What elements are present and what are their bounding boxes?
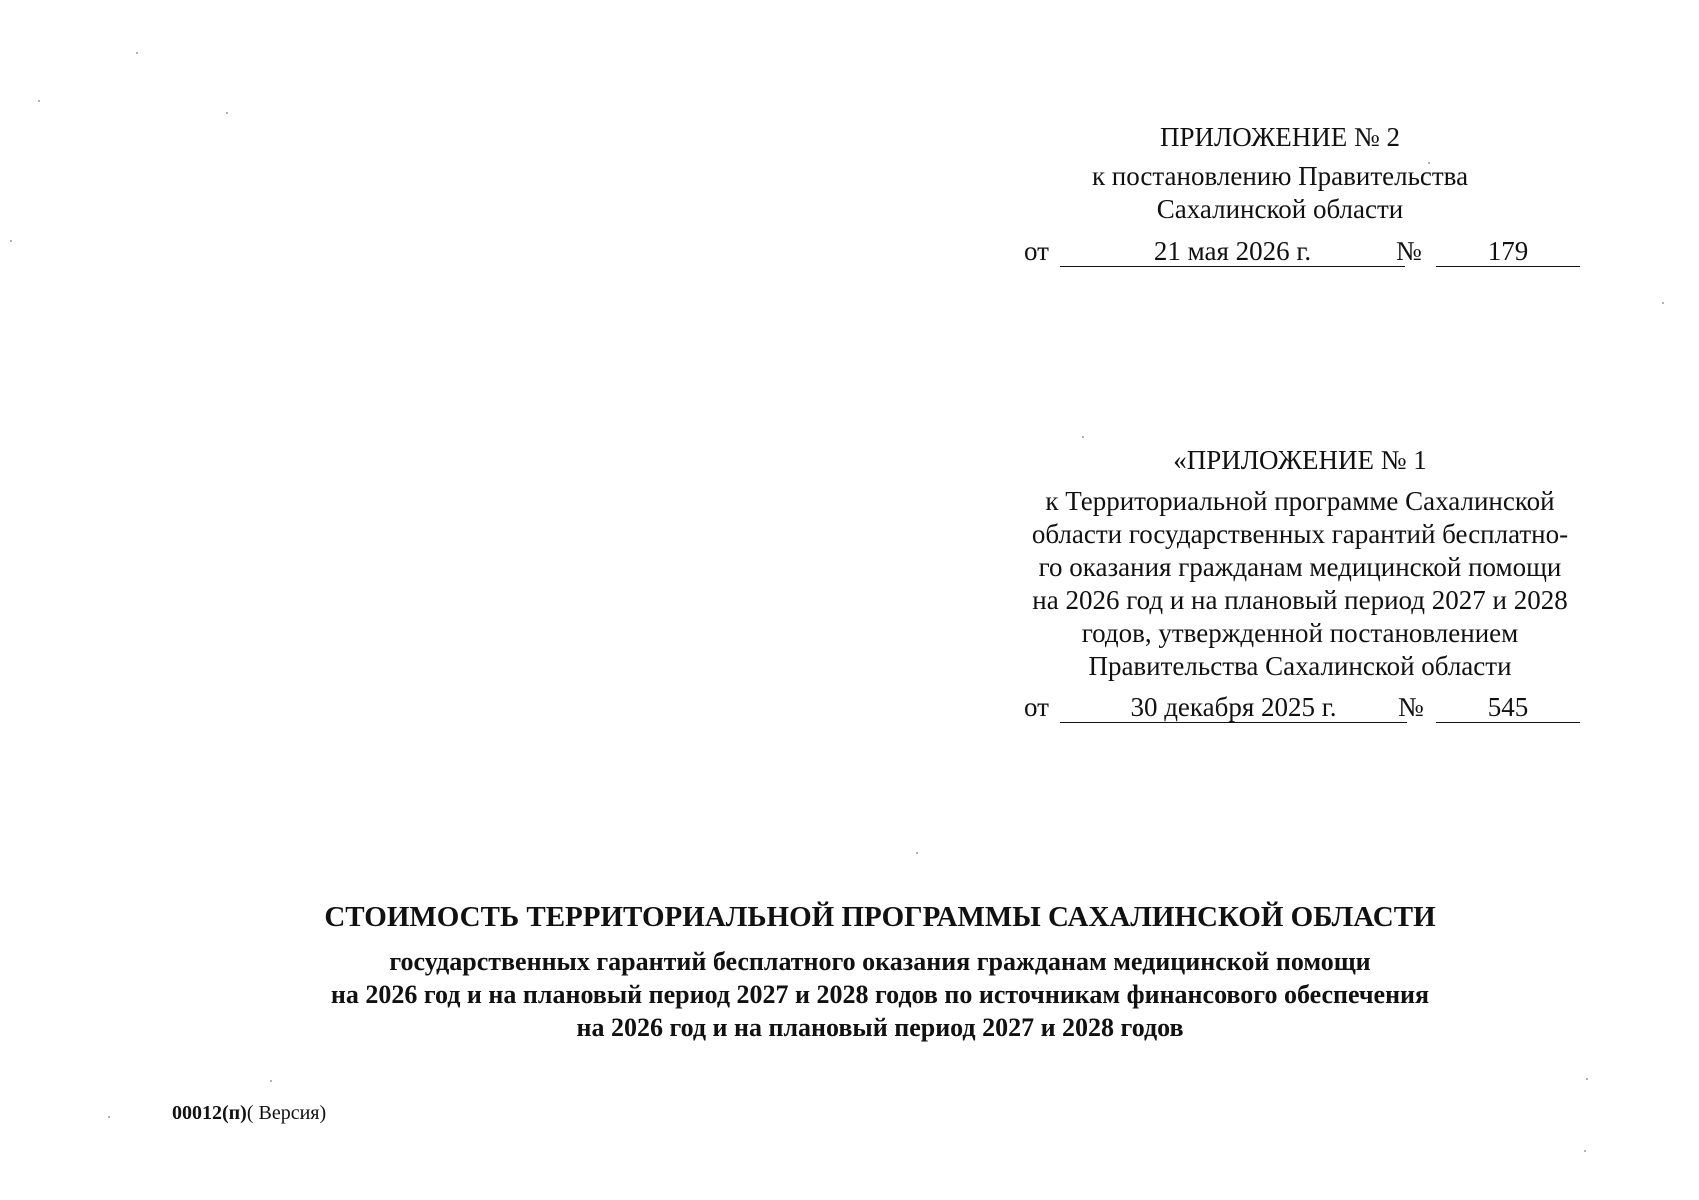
document-code [172,1100,326,1126]
document-code-number: 00012(п) [172,1102,247,1124]
scan-speck [10,240,12,242]
number-label: № [1396,236,1422,266]
scan-speck [1082,436,1084,438]
appendix-2-signature-line [1024,235,1584,269]
document-title-block [0,899,1699,1044]
document-version: ( Версия) [246,1102,327,1124]
appendix-1-line: области государственных гарантий бесплатно- [1031,519,1569,549]
appendix-2-line: Сахалинской области [1156,194,1404,224]
scan-speck [226,112,228,114]
appendix-2-heading: ПРИЛОЖЕНИЕ № 2 [1159,122,1401,152]
appendix-1-line: к Территориальной программе Сахалинской [1045,486,1555,516]
decree-number-field: 179 [1436,235,1580,267]
scan-speck [1584,1150,1586,1152]
appendix-1-heading: «ПРИЛОЖЕНИЕ № 1 [1173,445,1427,475]
appendix-1-line: го оказания гражданам медицинской помощи [1038,552,1562,582]
from-label: от [1024,236,1049,266]
document-subtitle-line: на 2026 год и на плановый период 2027 и 2028 годов [576,1013,1184,1042]
document-subtitle-line: государственных гарантий бесплатного оказания гражданам медицинской помощи [389,947,1371,976]
appendix-2-line: к постановлению Правительства [1091,161,1469,191]
appendix-1-signature-line [1024,691,1584,725]
decree-number-field: 545 [1436,691,1580,723]
appendix-1-line: годов, утвержденной постановлением [1081,618,1519,648]
scan-speck [1586,1078,1588,1080]
scan-speck [1662,302,1664,304]
document-title: СТОИМОСТЬ ТЕРРИТОРИАЛЬНОЙ ПРОГРАММЫ САХАЛИНСКОЙ ОБЛАСТИ [324,901,1436,933]
scan-speck [270,1080,272,1082]
number-label: № [1398,692,1424,722]
decree-date-field: 30 декабря 2025 г. [1060,691,1407,723]
decree-date-field: 21 мая 2026 г. [1060,235,1405,267]
scan-speck [136,52,138,54]
appendix-1-line: Правительства Сахалинской области [1088,651,1512,681]
from-label: от [1024,692,1049,722]
appendix-1-line: на 2026 год и на плановый период 2027 и 2028 [1032,585,1568,615]
appendix-2-block [1050,121,1510,226]
scan-speck [38,100,40,102]
scan-speck [108,1116,110,1118]
document-subtitle-line: на 2026 год и на плановый период 2027 и 2028 годов по источникам финансового обеспечения [330,980,1430,1009]
appendix-1-block [1010,444,1590,683]
scan-speck [916,852,918,854]
